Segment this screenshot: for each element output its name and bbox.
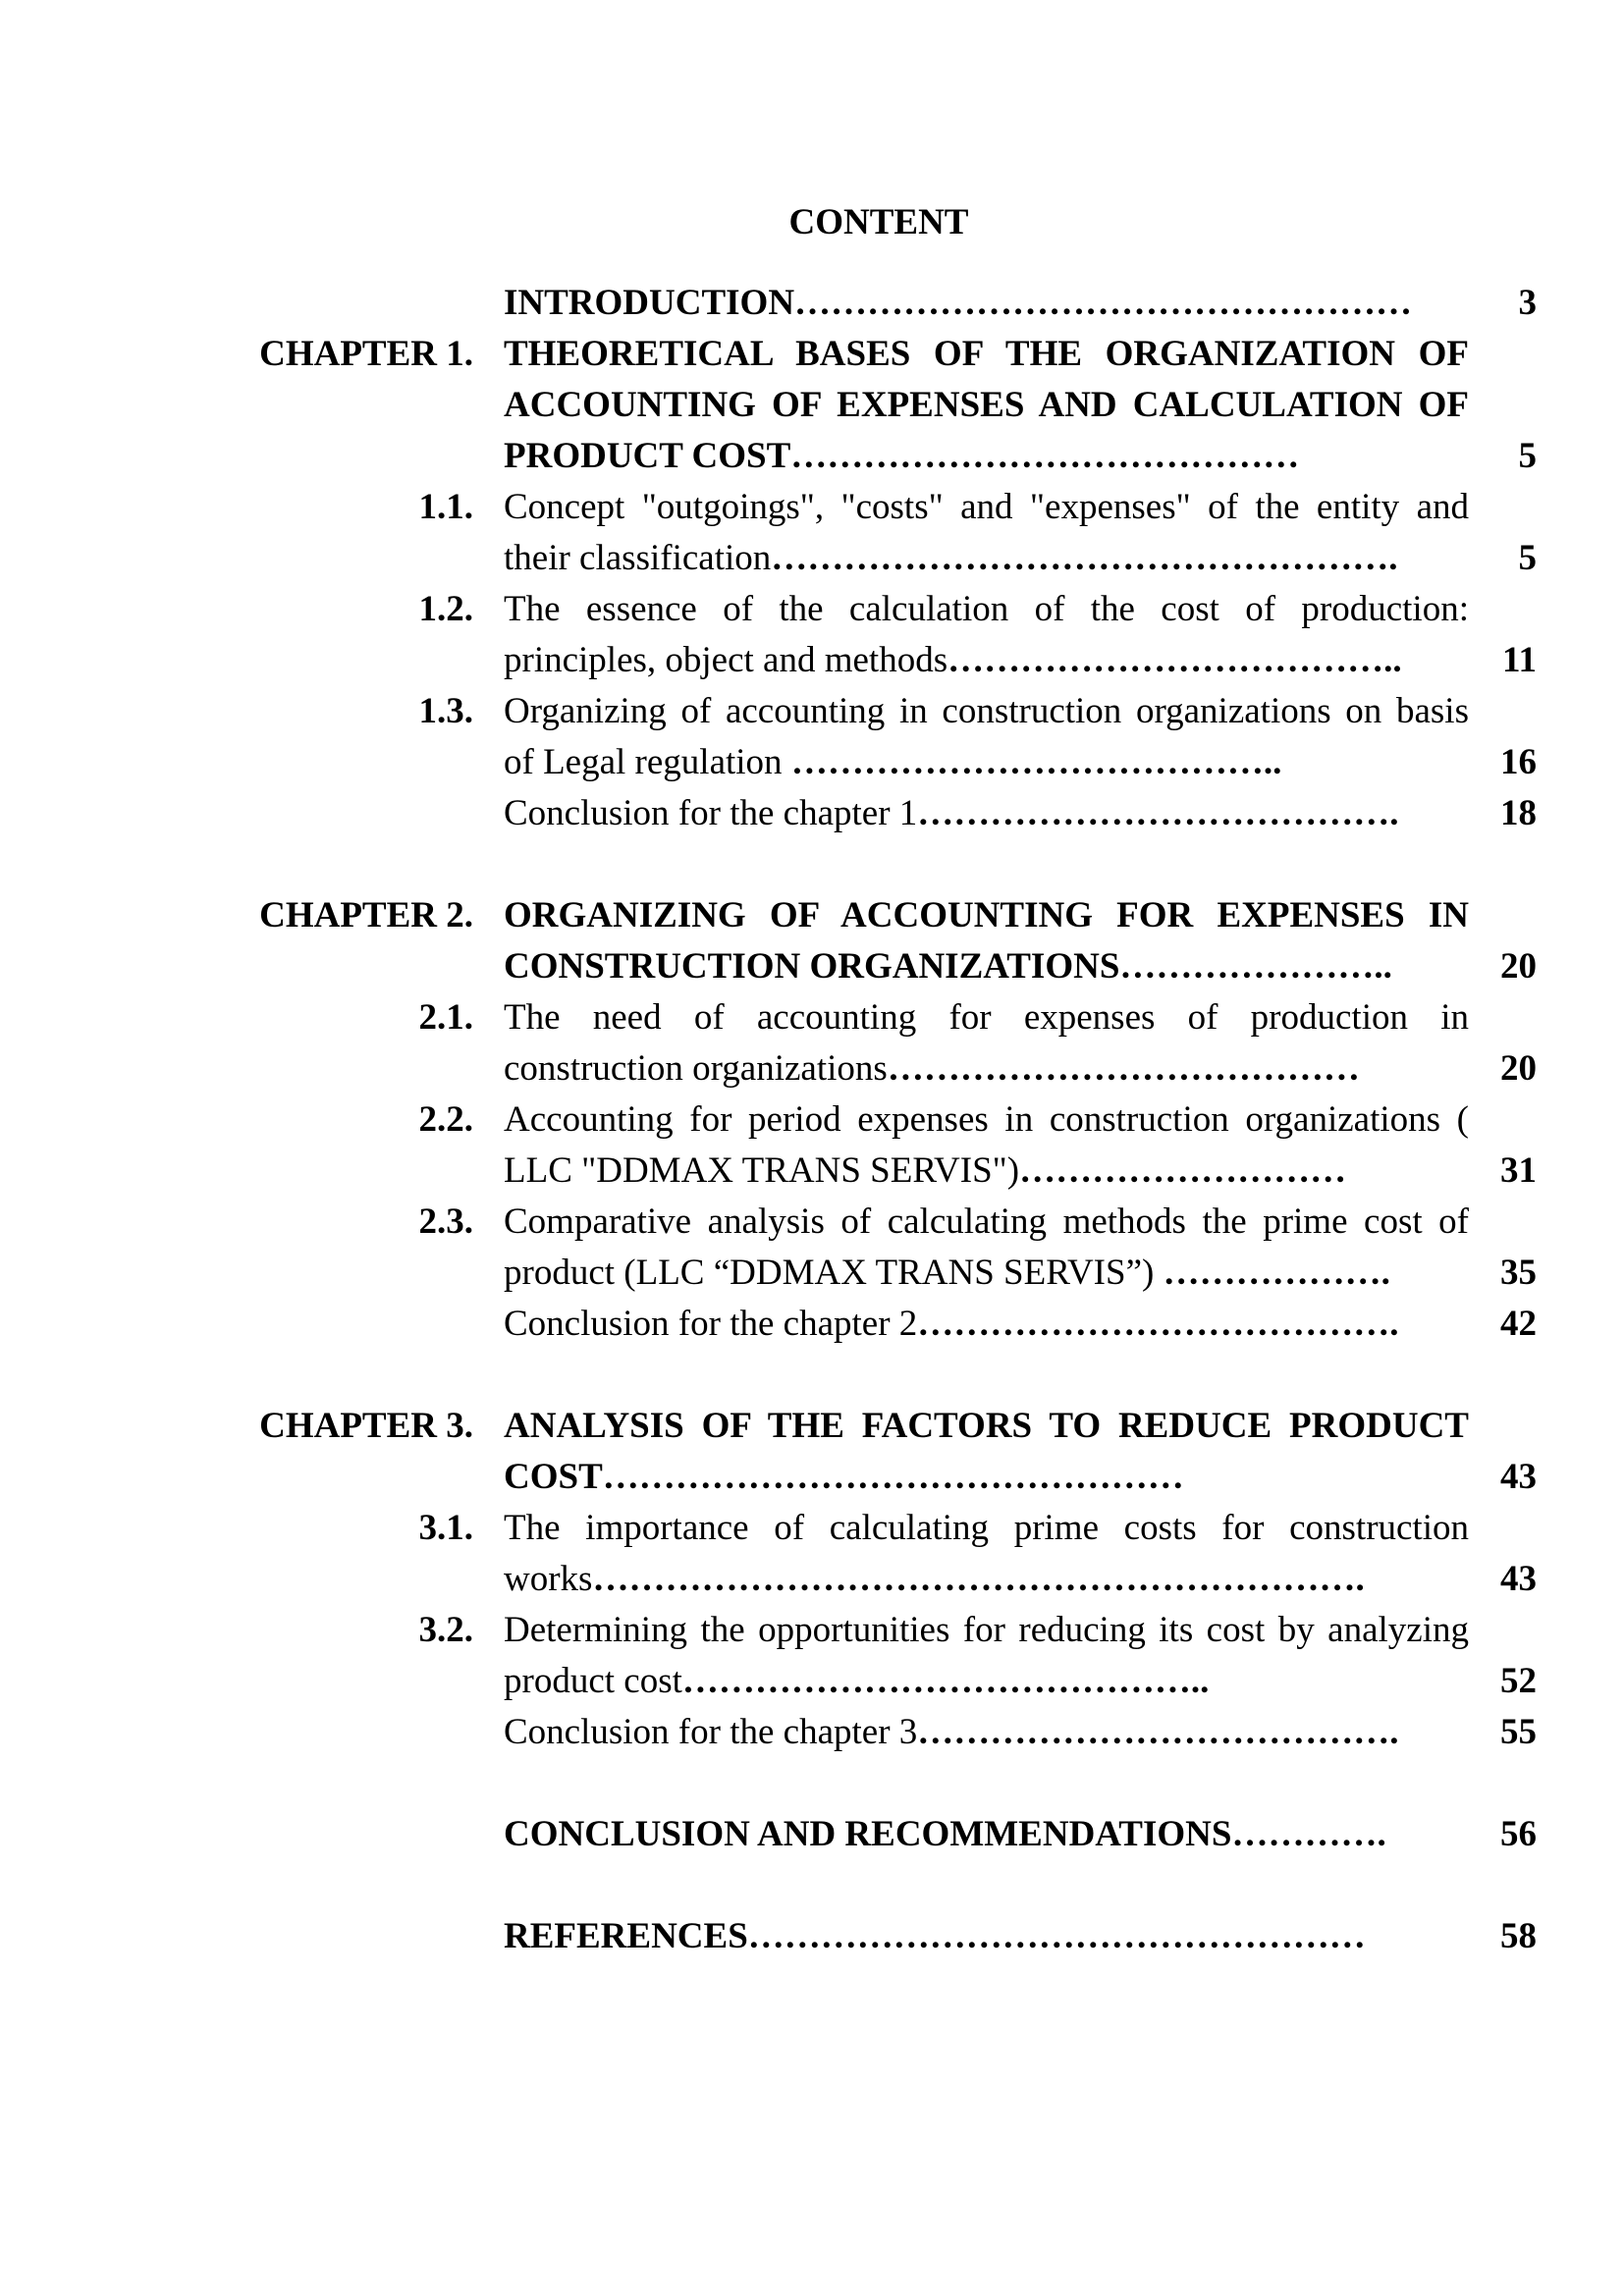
toc-leader-dots: ………………….. <box>1119 946 1392 987</box>
toc-leader-dots: ………………………………………… <box>602 1457 1184 1497</box>
toc-page-number: 42 <box>1500 1304 1537 1344</box>
toc-entry-title <box>504 992 1469 1095</box>
toc-leader-dots: ………………………………… <box>887 1048 1360 1089</box>
toc-entry-number: 2.2. <box>418 1099 473 1140</box>
toc-leader-dots: ………………………………………………………. <box>592 1559 1365 1599</box>
toc-entry-label: INTRODUCTION <box>504 283 795 323</box>
toc-page-number: 56 <box>1500 1814 1537 1854</box>
toc-page-number: 20 <box>1500 1048 1537 1089</box>
toc-entry-label: CONCLUSION AND RECOMMENDATIONS <box>504 1814 1232 1854</box>
toc-entry-label: Concept "outgoings", "costs" and "expenses" of the entity and their classification <box>504 487 1469 578</box>
page-title: CONTENT <box>788 202 969 242</box>
section-spacer <box>0 1350 1624 1401</box>
toc-page-number: 11 <box>1502 640 1537 680</box>
toc-entry[interactable] <box>0 1605 1624 1707</box>
toc-entry-number: 2.3. <box>418 1201 473 1242</box>
toc-entry-number: 1.3. <box>418 691 473 731</box>
toc-entry[interactable] <box>0 1503 1624 1605</box>
toc-entry[interactable] <box>0 584 1624 686</box>
toc-entry-label: Comparative analysis of calculating methods the prime cost of product (LLC “DDMAX TRANS SERVIS”) <box>504 1201 1469 1293</box>
toc-entry[interactable] <box>0 1299 1624 1350</box>
toc-leader-dots: ………………. <box>1163 1253 1390 1293</box>
toc-entry[interactable] <box>0 278 1624 329</box>
toc-entry-number: 3.1. <box>418 1508 473 1548</box>
toc-page-number: 16 <box>1500 742 1537 782</box>
toc-entry[interactable] <box>0 329 1624 482</box>
toc-leader-dots: …………………………………. <box>917 793 1399 833</box>
toc-leader-dots: …………………………………….. <box>681 1661 1210 1701</box>
toc-page-number: 55 <box>1500 1712 1537 1752</box>
toc-entry-label: THEORETICAL BASES OF THE ORGANIZATION OF ACCOUNTING OF EXPENSES AND CALCULATION OF PRODUCT COST <box>504 334 1469 476</box>
toc-entry-number: 1.2. <box>418 589 473 629</box>
toc-leader-dots: …………………………………………… <box>794 283 1413 323</box>
toc-leader-dots: ……………………………….. <box>947 640 1402 680</box>
table-of-contents <box>0 278 1624 1962</box>
toc-entry[interactable] <box>0 482 1624 584</box>
toc-entry-title <box>504 1401 1469 1503</box>
toc-entry-number: CHAPTER 1. <box>259 334 473 374</box>
toc-entry-title <box>504 584 1469 686</box>
toc-leader-dots: ……………………………………………. <box>771 538 1398 578</box>
toc-page-number: 3 <box>1518 283 1537 323</box>
toc-page-number: 58 <box>1500 1916 1537 1956</box>
toc-page-number: 20 <box>1500 946 1537 987</box>
toc-entry-label: The importance of calculating prime costs for construction works <box>504 1508 1469 1599</box>
toc-entry-title <box>504 788 1469 839</box>
toc-entry[interactable] <box>0 890 1624 992</box>
toc-entry-label: The need of accounting for expenses of production in construction organizations <box>504 997 1469 1089</box>
toc-entry-label: Conclusion for the chapter 2 <box>504 1304 918 1344</box>
section-spacer <box>0 1758 1624 1809</box>
toc-entry-number: CHAPTER 3. <box>259 1406 473 1446</box>
toc-entry-number: CHAPTER 2. <box>259 895 473 935</box>
toc-entry[interactable] <box>0 788 1624 839</box>
toc-entry-title <box>504 1095 1469 1197</box>
toc-entry-number: 3.2. <box>418 1610 473 1650</box>
toc-entry[interactable] <box>0 992 1624 1095</box>
toc-entry-title <box>504 1503 1469 1605</box>
toc-entry-title <box>504 1809 1469 1860</box>
toc-entry[interactable] <box>0 686 1624 788</box>
toc-entry-label: Conclusion for the chapter 3 <box>504 1712 918 1752</box>
toc-page-number: 43 <box>1500 1457 1537 1497</box>
toc-page-number: 18 <box>1500 793 1537 833</box>
toc-leader-dots: …………………………………. <box>917 1304 1399 1344</box>
toc-entry-title <box>504 482 1469 584</box>
section-spacer <box>0 839 1624 890</box>
section-spacer <box>0 1860 1624 1911</box>
toc-entry-number: 2.1. <box>418 997 473 1038</box>
toc-entry-label: Organizing of accounting in construction organizations on basis of Legal regulation <box>504 691 1469 782</box>
toc-entry-title <box>504 278 1469 329</box>
toc-entry-title <box>504 1197 1469 1299</box>
toc-entry[interactable] <box>0 1809 1624 1860</box>
toc-leader-dots: ……………………… <box>1019 1150 1347 1191</box>
toc-entry-label: ANALYSIS OF THE FACTORS TO REDUCE PRODUCT COST <box>504 1406 1469 1497</box>
toc-entry-title <box>504 890 1469 992</box>
toc-entry-number: 1.1. <box>418 487 473 527</box>
toc-leader-dots: …………………………………………… <box>747 1916 1366 1956</box>
toc-entry[interactable] <box>0 1095 1624 1197</box>
toc-entry-title <box>504 1707 1469 1758</box>
toc-entry-title <box>504 1299 1469 1350</box>
toc-leader-dots: …………………………………. <box>917 1712 1399 1752</box>
toc-entry-label: The essence of the calculation of the cost of production: principles, object and methods <box>504 589 1469 680</box>
toc-leader-dots: ………………………………….. <box>790 742 1282 782</box>
toc-page-number: 5 <box>1518 538 1537 578</box>
toc-entry-title <box>504 686 1469 788</box>
toc-entry-title <box>504 1911 1469 1962</box>
toc-entry[interactable] <box>0 1401 1624 1503</box>
toc-page-number: 31 <box>1500 1150 1537 1191</box>
toc-leader-dots: …………………………………… <box>790 436 1300 476</box>
toc-entry-title <box>504 329 1469 482</box>
toc-entry-label: Conclusion for the chapter 1 <box>504 793 918 833</box>
toc-entry-label: Accounting for period expenses in construction organizations ( LLC "DDMAX TRANS SERVIS") <box>504 1099 1469 1191</box>
toc-page-number: 5 <box>1518 436 1537 476</box>
toc-entry-label: ORGANIZING OF ACCOUNTING FOR EXPENSES IN CONSTRUCTION ORGANIZATIONS <box>504 895 1469 987</box>
toc-entry-title <box>504 1605 1469 1707</box>
toc-leader-dots: …………. <box>1231 1814 1386 1854</box>
toc-page-number: 52 <box>1500 1661 1537 1701</box>
toc-entry[interactable] <box>0 1911 1624 1962</box>
toc-page-number: 43 <box>1500 1559 1537 1599</box>
toc-entry[interactable] <box>0 1707 1624 1758</box>
toc-entry-label: REFERENCES <box>504 1916 748 1956</box>
toc-entry[interactable] <box>0 1197 1624 1299</box>
toc-page-number: 35 <box>1500 1253 1537 1293</box>
toc-entry-label: Determining the opportunities for reducing its cost by analyzing product cost <box>504 1610 1469 1701</box>
